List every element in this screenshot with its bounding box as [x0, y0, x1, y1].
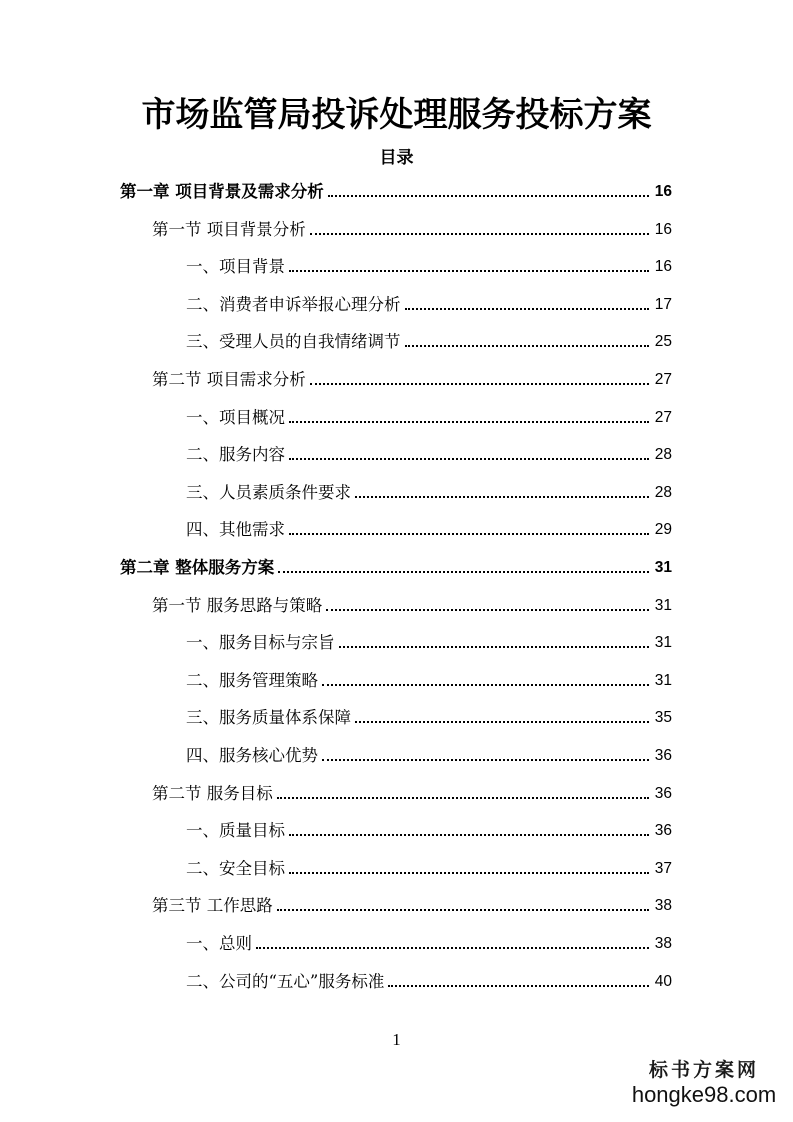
toc-entry-label: 第二节 服务目标 — [152, 783, 273, 803]
toc-heading: 目录 — [379, 148, 414, 168]
toc-dot-leader — [355, 496, 649, 498]
toc-entry-label: 二、安全目标 — [186, 858, 285, 878]
toc-entry-page: 27 — [654, 371, 672, 388]
toc-entry[interactable] — [120, 175, 672, 203]
toc-entry[interactable] — [186, 250, 672, 278]
toc-entry-page: 38 — [654, 897, 672, 915]
toc-entry[interactable] — [186, 814, 672, 842]
toc-entry-page: 31 — [654, 671, 672, 689]
toc-entry-label: 第三节 工作思路 — [152, 896, 273, 916]
toc-dot-leader — [289, 270, 649, 272]
toc-dot-leader — [289, 533, 649, 535]
toc-dot-leader — [405, 308, 650, 310]
toc-entry-label: 第二章 整体服务方案 — [120, 558, 275, 577]
toc-entry-label: 第一节 服务思路与策略 — [152, 595, 323, 615]
toc-entry[interactable] — [120, 551, 672, 579]
toc-entry-page: 36 — [654, 784, 672, 802]
toc-entry[interactable] — [186, 965, 672, 993]
toc-entry[interactable] — [186, 513, 672, 541]
toc-entry[interactable] — [152, 889, 672, 917]
toc-dot-leader — [388, 985, 649, 987]
toc-entry-label: 一、总则 — [186, 934, 252, 953]
watermark-url: hongke98.com — [631, 1082, 777, 1107]
toc-dot-leader — [256, 947, 649, 949]
toc-entry[interactable] — [186, 401, 672, 429]
toc-entry[interactable] — [186, 476, 672, 504]
toc-entry-label: 四、服务核心优势 — [186, 746, 318, 765]
toc-entry-label: 三、人员素质条件要求 — [186, 482, 351, 502]
toc-entry-page: 40 — [654, 972, 672, 990]
toc-entry[interactable] — [186, 626, 672, 654]
document-title: 市场监管局投诉处理服务投标方案 — [141, 95, 652, 135]
toc-entry-page: 16 — [654, 258, 672, 276]
toc-dot-leader — [310, 233, 649, 235]
toc-entry-page: 36 — [654, 747, 672, 764]
toc-entry[interactable] — [186, 288, 672, 316]
toc-entry-label: 二、服务管理策略 — [186, 670, 318, 690]
toc-entry-page: 17 — [654, 295, 672, 313]
watermark-logo — [629, 1058, 779, 1108]
toc-dot-leader — [322, 759, 649, 761]
toc-entry-page: 31 — [654, 596, 672, 614]
toc-entry-page: 16 — [654, 220, 672, 238]
toc-entry[interactable] — [152, 213, 672, 241]
page-number: 1 — [392, 1030, 401, 1049]
toc-dot-leader — [339, 646, 650, 648]
toc-dot-leader — [328, 195, 649, 197]
toc-dot-leader — [355, 721, 649, 723]
toc-entry-label: 一、服务目标与宗旨 — [186, 633, 335, 653]
toc-entry[interactable] — [186, 438, 672, 466]
toc-entry-page: 35 — [654, 709, 672, 727]
toc-entry-label: 三、受理人员的自我情绪调节 — [186, 332, 401, 352]
toc-entry[interactable] — [186, 325, 672, 353]
toc-entry[interactable] — [186, 852, 672, 880]
toc-entry-page: 31 — [654, 634, 672, 652]
toc-entry-label: 二、公司的“五心”服务标准 — [186, 971, 385, 991]
toc-entry-page: 28 — [654, 446, 672, 464]
toc-dot-leader — [277, 797, 649, 799]
toc-entry-page: 16 — [654, 183, 672, 200]
toc-dot-leader — [310, 383, 649, 385]
toc-dot-leader — [289, 458, 649, 460]
toc-entry-page: 37 — [654, 859, 672, 877]
toc-entry[interactable] — [152, 777, 672, 805]
toc-entry[interactable] — [186, 664, 672, 692]
toc-entry-label: 一、质量目标 — [186, 821, 285, 841]
toc-entry-label: 第一节 项目背景分析 — [152, 219, 306, 239]
toc-entry-page: 36 — [654, 822, 672, 840]
toc-dot-leader — [326, 609, 649, 611]
toc-dot-leader — [278, 571, 649, 573]
toc-dot-leader — [289, 421, 649, 423]
toc-dot-leader — [289, 834, 649, 836]
toc-dot-leader — [405, 345, 650, 347]
toc-entry[interactable] — [152, 589, 672, 617]
toc-entry-page: 38 — [654, 935, 672, 952]
toc-entry-page: 25 — [654, 333, 672, 351]
toc-entry-page: 27 — [654, 408, 672, 426]
toc-entry-label: 一、项目背景 — [186, 257, 285, 277]
toc-entry[interactable] — [186, 927, 672, 955]
toc-entry-label: 第二节 项目需求分析 — [152, 370, 306, 389]
toc-dot-leader — [277, 909, 649, 911]
toc-entry-label: 四、其他需求 — [186, 520, 285, 540]
toc-entry[interactable] — [152, 363, 672, 391]
toc-entry[interactable] — [186, 701, 672, 729]
toc-dot-leader — [322, 684, 649, 686]
toc-entry[interactable] — [186, 739, 672, 767]
toc-dot-leader — [289, 872, 649, 874]
toc-entry-page: 31 — [654, 559, 672, 576]
toc-entry-label: 三、服务质量体系保障 — [186, 708, 351, 728]
toc-entry-label: 第一章 项目背景及需求分析 — [120, 182, 324, 201]
watermark-site-name: 标书方案网 — [648, 1059, 759, 1081]
toc-entry-label: 二、服务内容 — [186, 445, 285, 465]
toc-entry-page: 29 — [654, 521, 672, 539]
toc-entry-label: 二、消费者申诉举报心理分析 — [186, 294, 401, 314]
toc-entry-page: 28 — [654, 483, 672, 501]
toc-entry-label: 一、项目概况 — [186, 407, 285, 427]
